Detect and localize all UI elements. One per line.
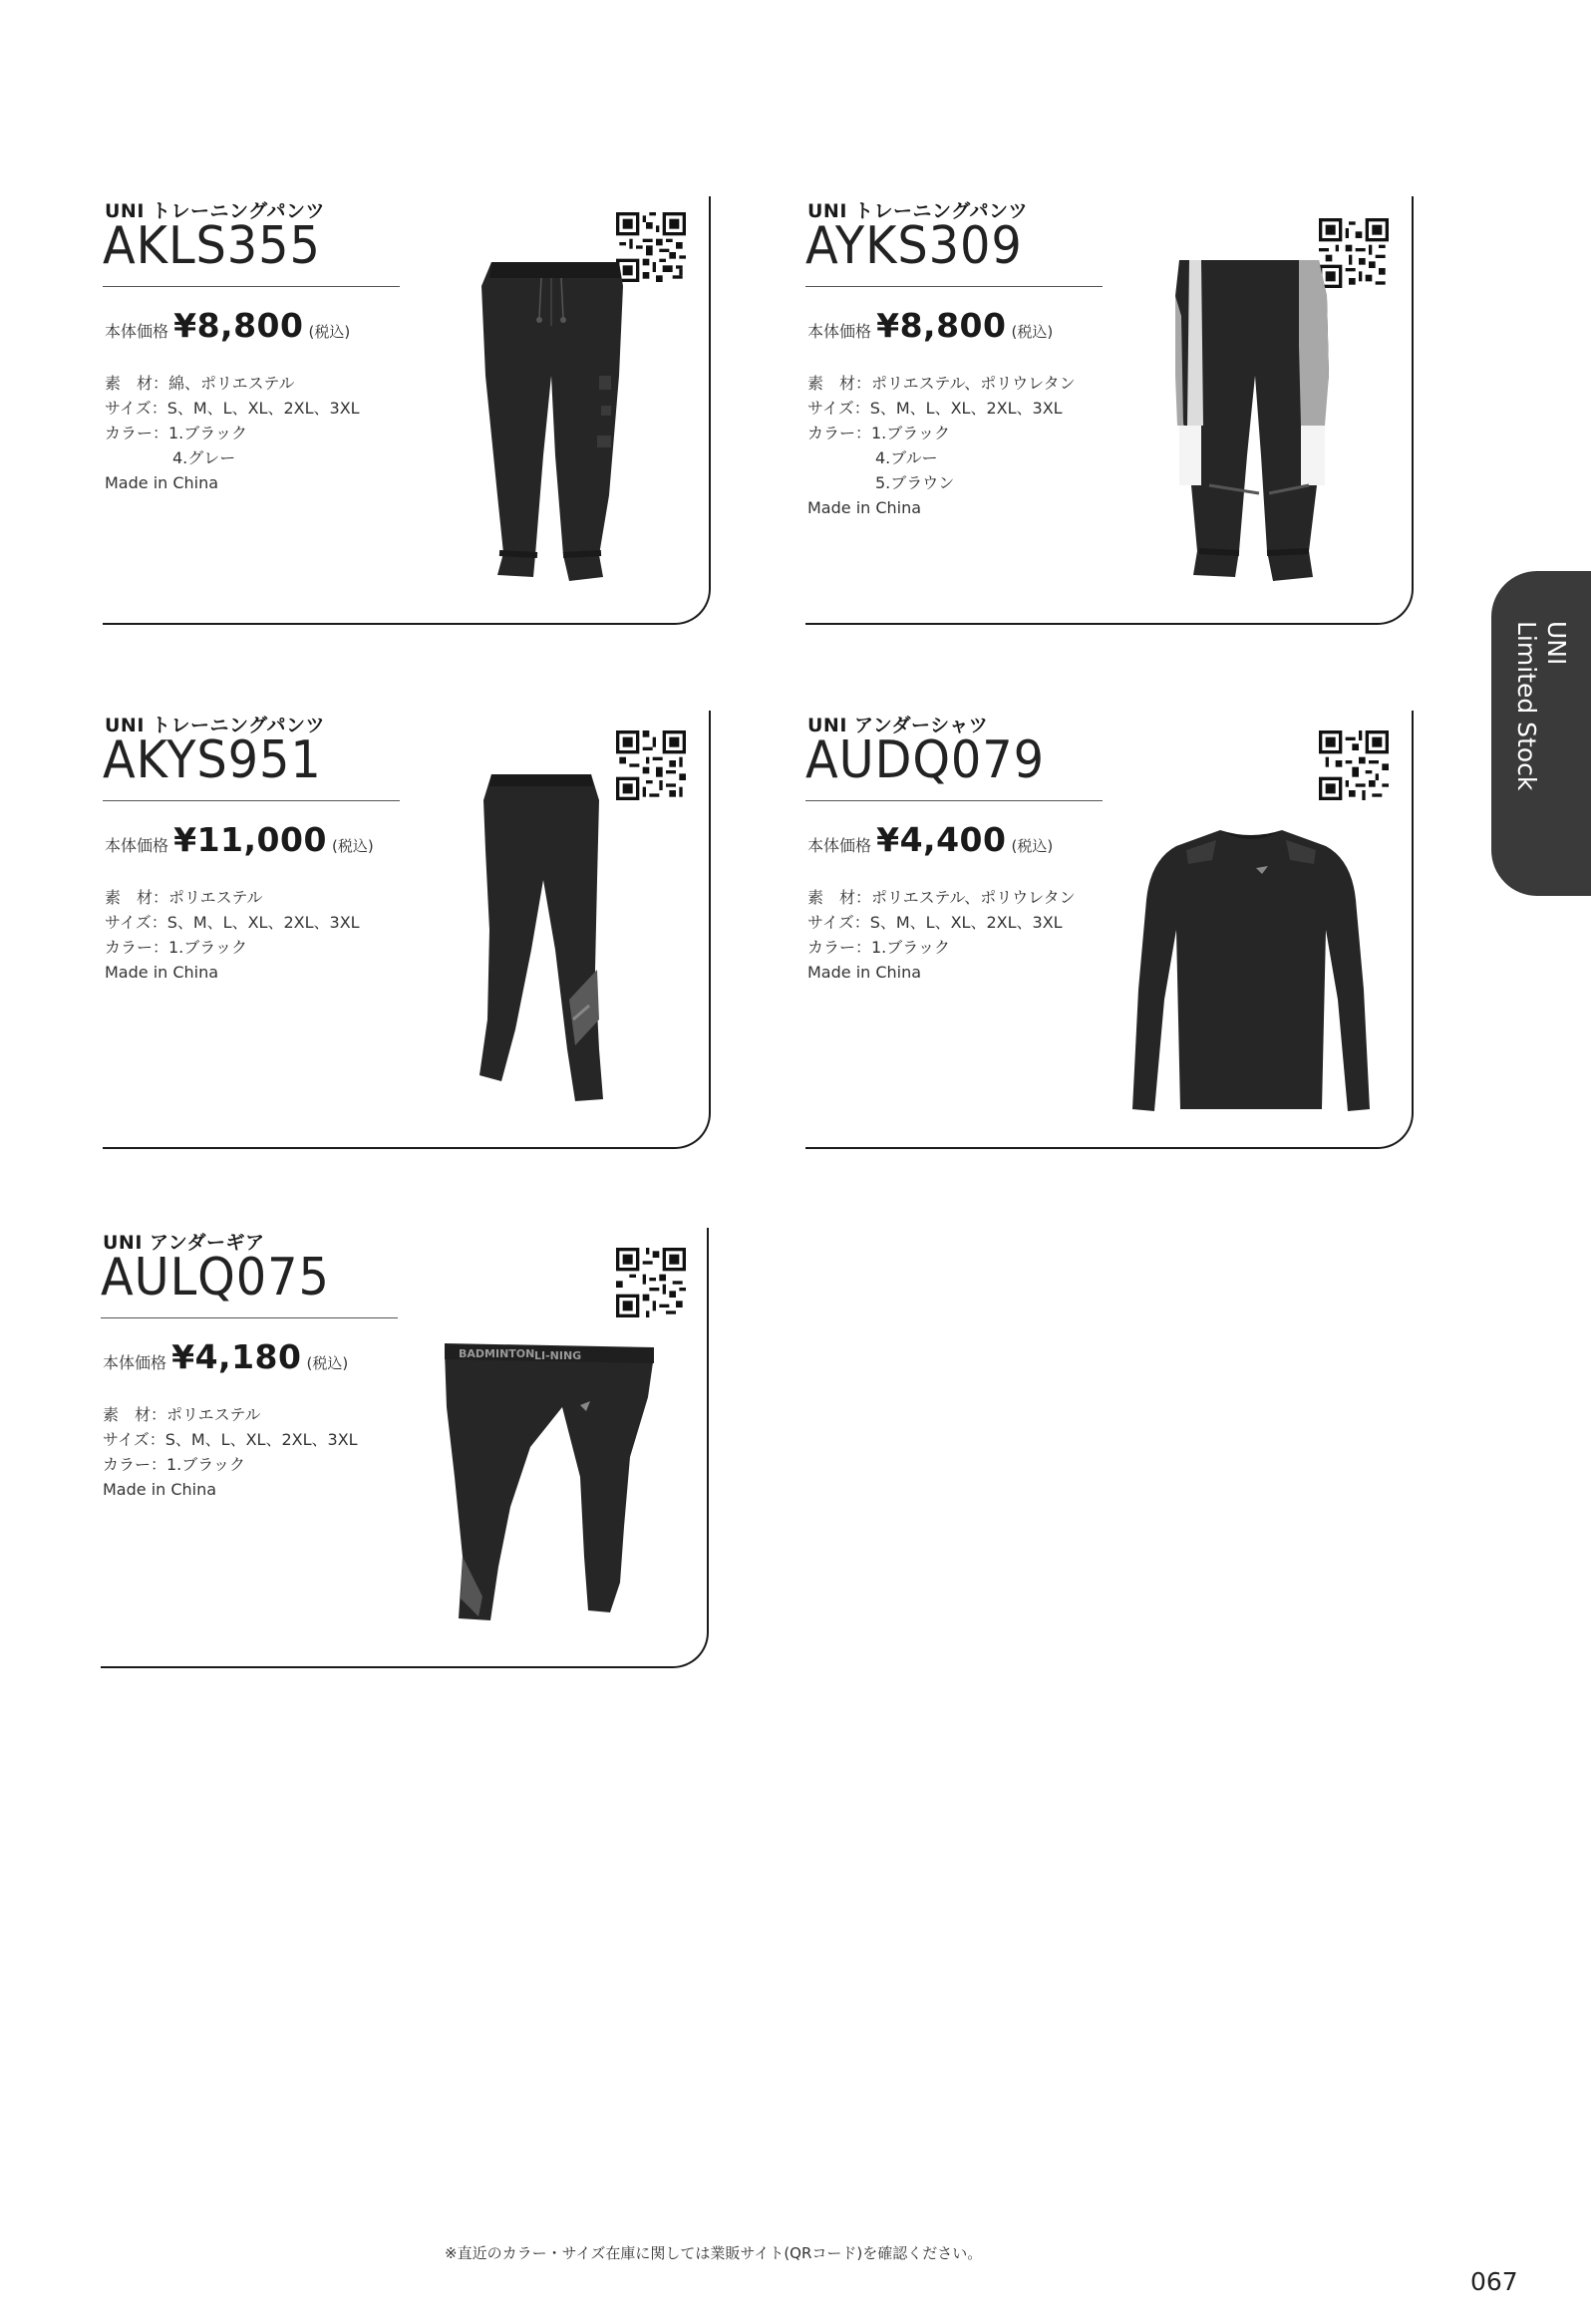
spec-color: カラー：1.ブラック xyxy=(103,1455,245,1474)
price-label: 本体価格 xyxy=(103,1353,167,1372)
product-specs xyxy=(103,1402,358,1502)
product-category: UNI アンダーシャツ xyxy=(807,715,989,736)
product-code: AKYS951 xyxy=(103,730,322,790)
price-value: ¥4,400 xyxy=(876,820,1007,859)
tax-note: (税込) xyxy=(308,323,351,341)
product-category: UNI トレーニングパンツ xyxy=(105,715,325,736)
price-label: 本体価格 xyxy=(807,836,872,855)
spec-color-extra: 4.ブルー xyxy=(875,448,938,467)
product-specs xyxy=(807,371,1076,520)
long-sleeve-shirt-image xyxy=(1116,820,1386,1119)
tab-line-uni: UNI xyxy=(1542,621,1571,666)
spec-origin: Made in China xyxy=(807,963,922,982)
divider xyxy=(805,800,1103,801)
tab-line-limited-stock: Limited Stock xyxy=(1512,621,1541,791)
product-category: UNI アンダーギア xyxy=(103,1232,265,1254)
spec-origin: Made in China xyxy=(105,963,219,982)
tax-note: (税込) xyxy=(306,1354,349,1372)
product-category: UNI トレーニングパンツ xyxy=(105,200,325,222)
product-specs xyxy=(807,885,1076,985)
compression-tights-image xyxy=(435,1337,664,1626)
product-card-aulq075 xyxy=(101,1228,709,1668)
training-pants-image xyxy=(452,770,631,1109)
price-row xyxy=(103,1337,348,1376)
tax-note: (税込) xyxy=(1011,837,1054,855)
spec-size: サイズ：S、M、L、XL、2XL、3XL xyxy=(103,1430,358,1449)
svg-text:BADMINTON: BADMINTON xyxy=(459,1347,535,1360)
product-card-audq079 xyxy=(805,711,1414,1149)
price-row xyxy=(807,820,1053,859)
qr-code-icon[interactable] xyxy=(616,1248,686,1317)
svg-text:LI-NING: LI-NING xyxy=(534,1349,582,1362)
spec-origin: Made in China xyxy=(807,498,922,517)
product-code: AYKS309 xyxy=(805,216,1023,276)
product-code: AUDQ079 xyxy=(805,730,1045,790)
tax-note: (税込) xyxy=(332,837,374,855)
product-card-akys951 xyxy=(103,711,711,1149)
price-value: ¥4,180 xyxy=(171,1337,302,1376)
price-value: ¥8,800 xyxy=(876,306,1007,345)
page-number: 067 xyxy=(1470,2267,1518,2296)
spec-origin: Made in China xyxy=(105,473,219,492)
product-specs xyxy=(105,885,360,985)
tax-note: (税込) xyxy=(1011,323,1054,341)
track-pants-image xyxy=(1149,256,1369,585)
price-row xyxy=(807,306,1053,345)
spec-color-extra: 5.ブラウン xyxy=(875,473,955,492)
spec-material: 素 材：綿、ポリエステル xyxy=(105,374,295,393)
divider xyxy=(103,286,400,287)
spec-material: 素 材：ポリエステル、ポリウレタン xyxy=(807,374,1076,393)
spec-size: サイズ：S、M、L、XL、2XL、3XL xyxy=(105,399,360,418)
spec-color: カラー：1.ブラック xyxy=(807,424,950,442)
spec-color: カラー：1.ブラック xyxy=(807,938,950,957)
price-label: 本体価格 xyxy=(807,322,872,341)
spec-material: 素 材：ポリエステル、ポリウレタン xyxy=(807,888,1076,907)
spec-color: カラー：1.ブラック xyxy=(105,424,247,442)
spec-color: カラー：1.ブラック xyxy=(105,938,247,957)
product-card-ayks309 xyxy=(805,196,1414,625)
price-row xyxy=(105,306,350,345)
price-value: ¥11,000 xyxy=(173,820,327,859)
spec-color-extra: 4.グレー xyxy=(172,448,236,467)
product-category: UNI トレーニングパンツ xyxy=(807,200,1028,222)
price-value: ¥8,800 xyxy=(173,306,304,345)
product-card-akls355 xyxy=(103,196,711,625)
spec-material: 素 材：ポリエステル xyxy=(103,1405,261,1424)
jogger-pants-image xyxy=(452,256,651,585)
divider xyxy=(103,800,400,801)
spec-size: サイズ：S、M、L、XL、2XL、3XL xyxy=(105,913,360,932)
price-label: 本体価格 xyxy=(105,836,169,855)
spec-size: サイズ：S、M、L、XL、2XL、3XL xyxy=(807,913,1063,932)
footnote: ※直近のカラー・サイズ在庫に関しては業販サイト(QRコード)を確認ください。 xyxy=(445,2244,983,2262)
price-label: 本体価格 xyxy=(105,322,169,341)
section-tab xyxy=(1491,571,1591,896)
qr-code-icon[interactable] xyxy=(1319,730,1389,800)
divider xyxy=(101,1317,398,1318)
price-row xyxy=(105,820,374,859)
divider xyxy=(805,286,1103,287)
spec-origin: Made in China xyxy=(103,1480,217,1499)
product-specs xyxy=(105,371,360,495)
spec-size: サイズ：S、M、L、XL、2XL、3XL xyxy=(807,399,1063,418)
spec-material: 素 材：ポリエステル xyxy=(105,888,263,907)
product-code: AULQ075 xyxy=(101,1248,330,1307)
product-code: AKLS355 xyxy=(103,216,321,276)
